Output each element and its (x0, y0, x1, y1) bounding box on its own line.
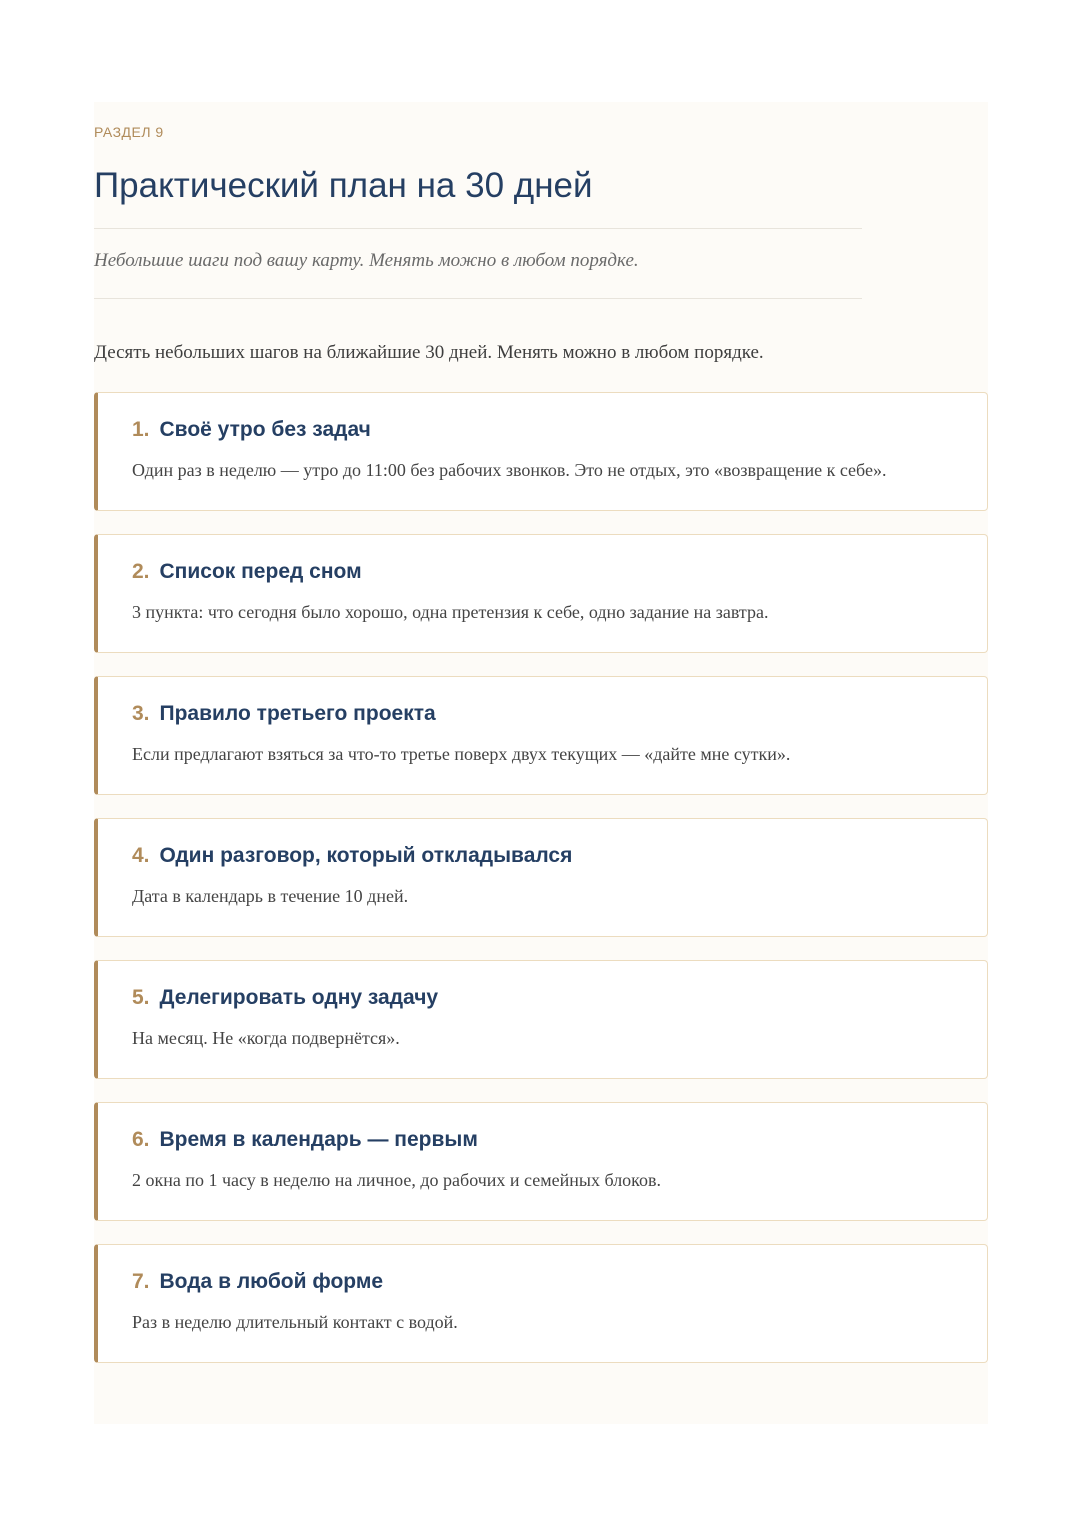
step-number: 4. (132, 844, 150, 867)
step-body: Дата в календарь в течение 10 дней. (132, 886, 409, 906)
step-title: Время в календарь — первым (159, 1128, 478, 1151)
step-body: 2 окна по 1 часу в неделю на личное, до рабочих и семейных блоков. (132, 1170, 662, 1190)
step-card (94, 392, 988, 511)
step-heading (132, 1127, 478, 1153)
section-sheet (94, 102, 988, 1424)
step-title: Делегировать одну задачу (159, 986, 439, 1009)
step-heading (132, 1269, 383, 1295)
step-heading (132, 701, 436, 727)
step-number: 6. (132, 1128, 150, 1151)
step-card (94, 1102, 988, 1221)
step-title: Вода в любой форме (159, 1270, 384, 1293)
step-card (94, 1244, 988, 1363)
divider-bottom (94, 298, 862, 299)
divider-top (94, 228, 862, 229)
step-heading (132, 559, 362, 585)
step-number: 3. (132, 702, 150, 725)
step-title: Один разговор, который откладывался (159, 844, 573, 867)
step-card (94, 960, 988, 1079)
section-intro: Десять небольших шагов на ближайшие 30 дней. Менять можно в любом порядке. (94, 342, 764, 363)
step-heading (132, 843, 572, 869)
step-body: Раз в неделю длительный контакт с водой. (132, 1312, 458, 1332)
step-number: 2. (132, 560, 150, 583)
step-title: Правило третьего проекта (159, 702, 436, 725)
step-title: Своё утро без задач (159, 418, 371, 441)
section-subtitle: Небольшие шаги под вашу карту. Менять можно в любом порядке. (94, 250, 639, 271)
page-title: Практический план на 30 дней (94, 166, 593, 205)
step-body: Один раз в неделю — утро до 11:00 без рабочих звонков. Это не отдых, это «возвращение к себе». (132, 460, 887, 480)
steps-list (94, 392, 988, 1386)
step-title: Список перед сном (159, 560, 362, 583)
section-eyebrow: РАЗДЕЛ 9 (94, 124, 164, 140)
step-body: На месяц. Не «когда подвернётся». (132, 1028, 400, 1048)
step-heading (132, 417, 371, 443)
step-card (94, 818, 988, 937)
step-heading (132, 985, 438, 1011)
step-number: 7. (132, 1270, 150, 1293)
step-number: 1. (132, 418, 150, 441)
step-card (94, 534, 988, 653)
step-card (94, 676, 988, 795)
step-body: Если предлагают взяться за что-то третье поверх двух текущих — «дайте мне сутки». (132, 744, 791, 764)
step-body: 3 пункта: что сегодня было хорошо, одна претензия к себе, одно задание на завтра. (132, 602, 769, 622)
step-number: 5. (132, 986, 150, 1009)
